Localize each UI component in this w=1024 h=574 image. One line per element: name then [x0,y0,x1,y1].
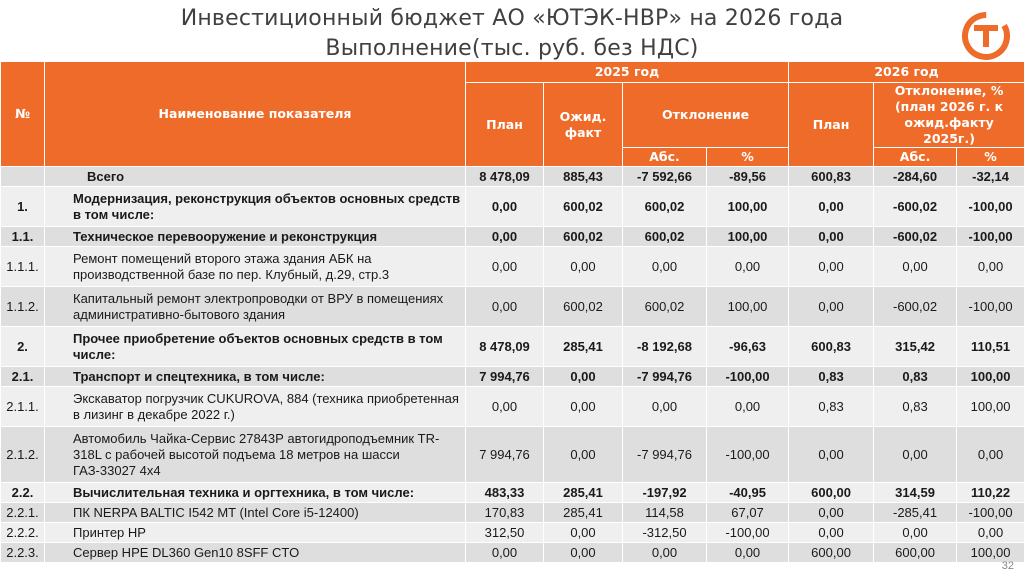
row-plan-2025: 8 478,09 [466,167,544,187]
table-row [1,543,1024,563]
company-logo-icon [960,10,1012,62]
row-deviation-pct: 0,00 [707,387,789,427]
table-row [1,187,1024,227]
row-deviation-pct-2026: 110,51 [957,327,1024,367]
row-deviation-pct: 67,07 [707,503,789,523]
row-expected-fact: 285,41 [544,483,623,503]
row-expected-fact: 600,02 [544,187,623,227]
row-num: 2. [1,327,45,367]
row-deviation-abs: -197,92 [623,483,707,503]
header-expected-fact: Ожид. факт [544,83,623,167]
row-plan-2026: 600,00 [789,483,874,503]
row-num: 2.1.1. [1,387,45,427]
row-plan-2026: 0,00 [789,287,874,327]
row-plan-2026: 0,00 [789,187,874,227]
row-deviation-pct: 0,00 [707,543,789,563]
row-deviation-pct-2026: -100,00 [957,503,1024,523]
row-deviation-abs: 0,00 [623,247,707,287]
row-num: 1. [1,187,45,227]
row-deviation-abs: -8 192,68 [623,327,707,367]
row-deviation-pct-2026: 0,00 [957,427,1024,483]
header-year-2026: 2026 год [789,62,1024,83]
header-deviation-2026: Отклонение, % (план 2026 г. к ожид.факту 2025г.) [874,83,1024,148]
table-row [1,247,1024,287]
row-plan-2025: 0,00 [466,247,544,287]
row-expected-fact: 285,41 [544,503,623,523]
row-plan-2026: 0,00 [789,427,874,483]
row-deviation-abs-2026: 600,00 [874,543,957,563]
row-name: Техническое перевооружение и реконструкция [45,227,466,247]
row-plan-2026: 0,00 [789,503,874,523]
table-row [1,387,1024,427]
table-header [1,62,1024,167]
row-expected-fact: 0,00 [544,523,623,543]
table-row [1,483,1024,503]
row-plan-2025: 170,83 [466,503,544,523]
row-deviation-pct-2026: 100,00 [957,543,1024,563]
row-plan-2026: 0,83 [789,387,874,427]
row-name: Принтер HP [45,523,466,543]
row-name: Сервер HPE DL360 Gen10 8SFF CTO [45,543,466,563]
row-deviation-abs: 600,02 [623,287,707,327]
row-plan-2026: 0,00 [789,247,874,287]
row-deviation-abs-2026: 0,00 [874,427,957,483]
row-deviation-pct-2026: -32,14 [957,167,1024,187]
row-deviation-pct: -100,00 [707,427,789,483]
header-pct: % [707,148,789,167]
row-deviation-abs-2026: 0,00 [874,523,957,543]
row-name: Капитальный ремонт электропроводки от ВРУ в помещениях административно-бытового здания [45,287,466,327]
page-number: 32 [1001,560,1014,572]
row-num: 2.2.3. [1,543,45,563]
page-title [0,4,1024,64]
title-line-1: Инвестиционный бюджет АО «ЮТЭК-НВР» на 2026 года [180,6,844,31]
row-deviation-abs-2026: -285,41 [874,503,957,523]
row-plan-2025: 0,00 [466,227,544,247]
table-row [1,427,1024,483]
row-deviation-abs: 0,00 [623,543,707,563]
header-plan-2025: План [466,83,544,167]
row-plan-2025: 0,00 [466,187,544,227]
row-deviation-pct-2026: -100,00 [957,227,1024,247]
row-plan-2025: 7 994,76 [466,367,544,387]
row-deviation-pct-2026: 0,00 [957,523,1024,543]
header-plan-2026: План [789,83,874,167]
row-deviation-abs-2026: 315,42 [874,327,957,367]
header-abs: Абс. [623,148,707,167]
header-name: Наименование показателя [45,62,466,167]
row-name: Прочее приобретение объектов основных средств в том числе: [45,327,466,367]
row-plan-2026: 600,83 [789,327,874,367]
row-deviation-pct: -100,00 [707,367,789,387]
header-pct-2026: % [957,148,1024,167]
row-expected-fact: 285,41 [544,327,623,367]
row-plan-2026: 600,83 [789,167,874,187]
row-deviation-abs-2026: 0,83 [874,367,957,387]
row-deviation-abs: -7 994,76 [623,427,707,483]
table-row [1,503,1024,523]
row-expected-fact: 0,00 [544,543,623,563]
row-num: 2.1. [1,367,45,387]
row-plan-2025: 7 994,76 [466,427,544,483]
row-name: Транспорт и спецтехника, в том числе: [45,367,466,387]
row-expected-fact: 0,00 [544,427,623,483]
row-deviation-abs: -7 592,66 [623,167,707,187]
header-abs-2026: Абс. [874,148,957,167]
row-num: 1.1.2. [1,287,45,327]
row-deviation-pct-2026: 100,00 [957,367,1024,387]
row-deviation-pct: 100,00 [707,227,789,247]
row-deviation-abs-2026: -600,02 [874,287,957,327]
table-body [1,167,1024,563]
row-deviation-abs-2026: -284,60 [874,167,957,187]
header-num: № [1,62,45,167]
table-row [1,167,1024,187]
row-deviation-pct-2026: 0,00 [957,247,1024,287]
row-name: ПК NERPA BALTIC I542 MT (Intel Core i5-12400) [45,503,466,523]
table-row [1,227,1024,247]
row-deviation-abs: 0,00 [623,387,707,427]
row-deviation-pct: -40,95 [707,483,789,503]
row-deviation-pct: -100,00 [707,523,789,543]
table-row [1,367,1024,387]
row-deviation-pct: 0,00 [707,247,789,287]
title-line-2: Выполнение(тыс. руб. без НДС) [325,36,699,61]
row-plan-2026: 0,00 [789,227,874,247]
row-deviation-pct: -96,63 [707,327,789,367]
row-plan-2025: 0,00 [466,387,544,427]
header-deviation: Отклонение [623,83,789,148]
table-row [1,287,1024,327]
row-expected-fact: 885,43 [544,167,623,187]
row-deviation-pct: -89,56 [707,167,789,187]
row-deviation-abs-2026: 314,59 [874,483,957,503]
row-num: 2.1.2. [1,427,45,483]
row-deviation-abs-2026: -600,02 [874,227,957,247]
row-num: 1.1. [1,227,45,247]
header-year-2025: 2025 год [466,62,789,83]
row-plan-2025: 0,00 [466,287,544,327]
row-num [1,167,45,187]
row-deviation-pct-2026: -100,00 [957,187,1024,227]
row-plan-2025: 0,00 [466,543,544,563]
row-name: Модернизация, реконструкция объектов основных средств в том числе: [45,187,466,227]
row-plan-2026: 600,00 [789,543,874,563]
row-plan-2025: 312,50 [466,523,544,543]
row-num: 2.2. [1,483,45,503]
row-deviation-abs: 600,02 [623,187,707,227]
row-plan-2026: 0,83 [789,367,874,387]
row-plan-2025: 483,33 [466,483,544,503]
row-expected-fact: 0,00 [544,387,623,427]
row-expected-fact: 600,02 [544,287,623,327]
table-row [1,523,1024,543]
row-deviation-abs-2026: 0,00 [874,247,957,287]
row-expected-fact: 600,02 [544,227,623,247]
budget-table [0,61,1024,563]
row-deviation-abs: -312,50 [623,523,707,543]
row-plan-2026: 0,00 [789,523,874,543]
row-num: 1.1.1. [1,247,45,287]
row-deviation-abs: -7 994,76 [623,367,707,387]
row-num: 2.2.1. [1,503,45,523]
row-name: Экскаватор погрузчик CUKUROVA, 884 (техника приобретенная в лизинг в декабре 2022 г.) [45,387,466,427]
row-name: Ремонт помещений второго этажа здания АБК на производственной базе по пер. Клубный, д.29, стр.3 [45,247,466,287]
row-deviation-abs-2026: 0,83 [874,387,957,427]
table-row [1,327,1024,367]
row-deviation-abs: 600,02 [623,227,707,247]
row-deviation-abs: 114,58 [623,503,707,523]
row-deviation-pct-2026: 110,22 [957,483,1024,503]
row-num: 2.2.2. [1,523,45,543]
row-name: Автомобиль Чайка-Сервис 27843Р автогидроподъемник TR-318L с рабочей высотой подъема 18 метров на шасси ГАЗ-33027 4х4 [45,427,466,483]
row-expected-fact: 0,00 [544,367,623,387]
row-deviation-pct: 100,00 [707,287,789,327]
row-deviation-abs-2026: -600,02 [874,187,957,227]
row-name: Всего [45,167,466,187]
row-deviation-pct-2026: -100,00 [957,287,1024,327]
row-plan-2025: 8 478,09 [466,327,544,367]
row-expected-fact: 0,00 [544,247,623,287]
row-deviation-pct-2026: 100,00 [957,387,1024,427]
row-deviation-pct: 100,00 [707,187,789,227]
row-name: Вычислительная техника и оргтехника, в том числе: [45,483,466,503]
